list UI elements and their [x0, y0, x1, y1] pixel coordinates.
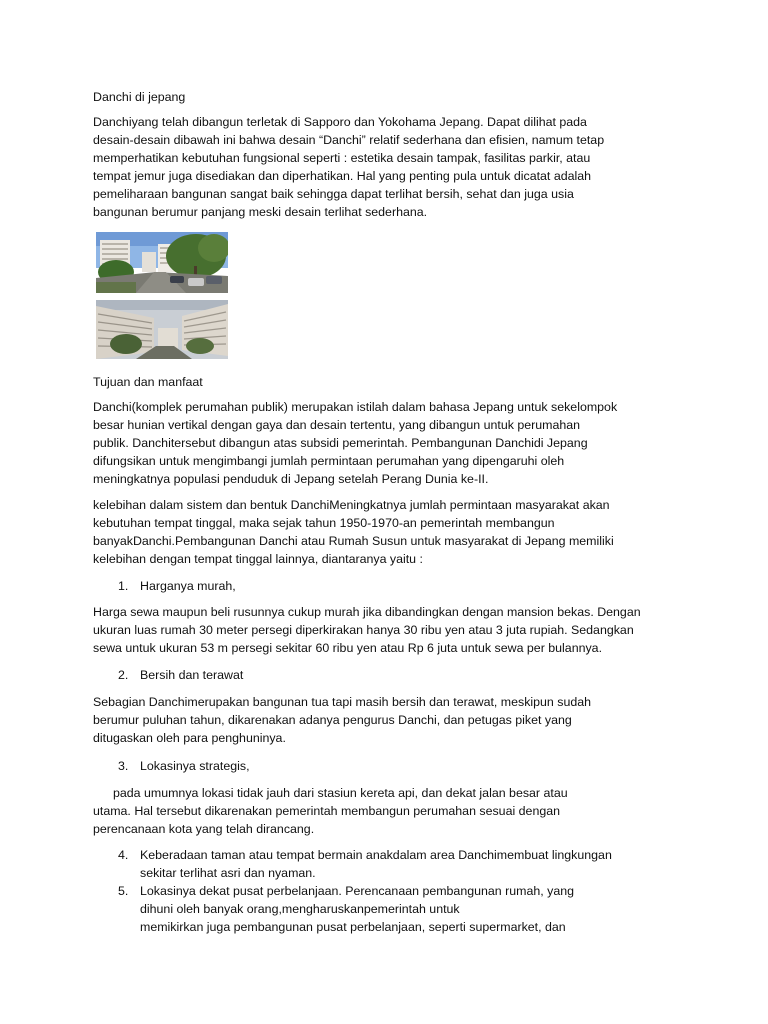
list-item-line: Keberadaan taman atau tempat bermain anakdalam area Danchimembuat lingkungan: [140, 848, 612, 862]
paragraph-line: perencanaan kota yang telah dirancang.: [93, 822, 315, 836]
paragraph-line: banyakDanchi.Pembangunan Danchi atau Rumah Susun untuk masyarakat di Jepang memiliki: [93, 534, 614, 548]
list-item-line: sekitar terlihat asri dan nyaman.: [140, 866, 316, 880]
danchi-photo-blocks: [96, 300, 228, 359]
paragraph-line: bangunan berumur panjang meski desain terlihat sederhana.: [93, 205, 428, 219]
paragraph-line: Harga sewa maupun beli rusunnya cukup murah jika dibandingkan dengan mansion bekas. Dengan: [93, 605, 641, 619]
paragraph-line: meningkatnya populasi penduduk di Jepang setelah Perang Dunia ke-II.: [93, 472, 489, 486]
paragraph-line: kebutuhan tempat tinggal, maka sejak tahun 1950-1970-an pemerintah membangun: [93, 516, 555, 530]
list-number: 5.: [118, 884, 129, 898]
paragraph-line: berumur puluhan tahun, dikarenakan adanya pengurus Danchi, dan petugas piket yang: [93, 713, 572, 727]
list-number: 4.: [118, 848, 129, 862]
list-number: 3.: [118, 759, 129, 773]
paragraph-line: Danchiyang telah dibangun terletak di Sapporo dan Yokohama Jepang. Dapat dilihat pada: [93, 115, 587, 129]
paragraph-line: utama. Hal tersebut dikarenakan pemerintah membangun perumahan sesuai dengan: [93, 804, 561, 818]
paragraph-line: difungsikan untuk mengimbangi jumlah permintaan perumahan yang dipengaruhi oleh: [93, 454, 565, 468]
list-item-title: Harganya murah,: [140, 579, 236, 593]
paragraph-line: Danchi(komplek perumahan publik) merupakan istilah dalam bahasa Jepang untuk sekelompok: [93, 400, 618, 414]
paragraph-line: kelebihan dalam sistem dan bentuk DanchiMeningkatnya jumlah permintaan masyarakat akan: [93, 498, 610, 512]
paragraph-line: ditugaskan oleh para penghuninya.: [93, 731, 286, 745]
paragraph-line: publik. Danchitersebut dibangun atas subsidi pemerintah. Pembangunan Danchidi Jepang: [93, 436, 588, 450]
paragraph-line: memperhatikan kebutuhan fungsional seperti : estetika desain tampak, fasilitas parkir, atau: [93, 151, 591, 165]
paragraph-line: besar hunian vertikal dengan gaya dan desain tertentu, yang dibangun untuk perumahan: [93, 418, 581, 432]
list-item-line: memikirkan juga pembangunan pusat perbelanjaan, seperti supermarket, dan: [140, 920, 566, 934]
paragraph-line: pada umumnya lokasi tidak jauh dari stasiun kereta api, dan dekat jalan besar atau: [113, 786, 568, 800]
paragraph-line: kelebihan dengan tempat tinggal lainnya, diantaranya yaitu :: [93, 552, 423, 566]
paragraph-line: sewa untuk ukuran 53 m persegi sekitar 60 ribu yen atau Rp 6 juta untuk sewa per bulannya.: [93, 641, 603, 655]
list-item-title: Lokasinya strategis,: [140, 759, 250, 773]
list-item-line: Lokasinya dekat pusat perbelanjaan. Perencanaan pembangunan rumah, yang: [140, 884, 574, 898]
paragraph-line: ukuran luas rumah 30 meter persegi diperkirakan hanya 30 ribu yen atau 3 juta rupiah. Sedangkan: [93, 623, 634, 637]
list-number: 2.: [118, 668, 129, 682]
section-title: Tujuan dan manfaat: [93, 375, 203, 389]
list-number: 1.: [118, 579, 129, 593]
paragraph-line: Sebagian Danchimerupakan bangunan tua tapi masih bersih dan terawat, meskipun sudah: [93, 695, 592, 709]
list-item-line: dihuni oleh banyak orang,mengharuskanpemerintah untuk: [140, 902, 460, 916]
list-item-title: Bersih dan terawat: [140, 668, 244, 682]
page-title: Danchi di jepang: [93, 90, 186, 104]
paragraph-line: pemeliharaan bangunan sangat baik sehingga dapat terlihat bersih, sehat dan juga usia: [93, 187, 574, 201]
danchi-photo-street: [96, 232, 228, 293]
paragraph-line: desain-desain dibawah ini bahwa desain “Danchi” relatif sederhana dan efisien, namum tetap: [93, 133, 605, 147]
paragraph-line: tempat jemur juga disediakan dan diperhatikan. Hal yang penting pula untuk dicatat adalah: [93, 169, 592, 183]
